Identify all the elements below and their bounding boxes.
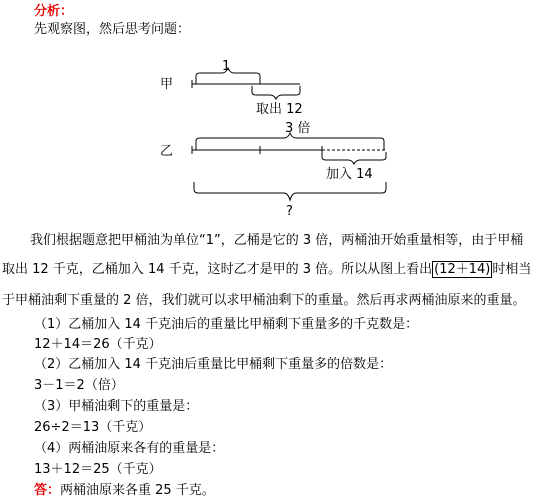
answer-label: 答： — [34, 483, 61, 498]
jia-label: 甲 — [160, 77, 174, 92]
step-1-text: （1）乙桶加入 14 千克油后的重量比甲桶剩下重量多的千克数是： — [34, 317, 419, 332]
analysis-heading: 分析： — [34, 4, 74, 19]
paragraph-line-1: 我们根据题意把甲桶油为单位“1”，乙桶是它的 3 倍，两桶油开始重量相等，由于甲桶 — [30, 233, 524, 248]
step-1-equation: 12＋14＝26（千克） — [34, 337, 162, 352]
step-2-equation: 3－1＝2（倍） — [34, 378, 124, 393]
answer-text: 两桶油原来各重 25 千克。 — [60, 483, 215, 498]
jia-take-out-label: 取出 12 — [256, 102, 303, 117]
step-4-equation: 13＋12＝25（千克） — [34, 462, 162, 477]
yi-label: 乙 — [160, 144, 174, 159]
step-3-equation: 26÷2＝13（千克） — [34, 420, 152, 435]
yi-add-brace — [322, 152, 386, 164]
yi-three-times-label: 3 倍 — [285, 121, 311, 136]
jia-take-out-brace — [252, 86, 300, 99]
total-bottom-brace — [194, 182, 386, 200]
paragraph-line-3: 于甲桶油剩下重量的 2 倍，我们就可以求甲桶油剩下的重量。然后再求两桶油原来的重量。 — [2, 293, 526, 308]
answer-line — [34, 483, 215, 499]
paragraph-line-2-end: 时相当 — [492, 262, 532, 277]
total-question-mark: ? — [286, 204, 293, 219]
step-2-text: （2）乙桶加入 14 千克油后重量比甲桶剩下重量多的倍数是： — [34, 357, 393, 372]
bracketed-expression: (12＋14) — [434, 262, 491, 277]
intro-text: 先观察图，然后思考问题： — [34, 22, 191, 37]
step-3-text: （3）甲桶油剩下的重量是： — [34, 399, 199, 414]
paragraph-line-2-start: 取出 12 千克，乙桶加入 14 千克，这时乙才是甲的 3 倍。所以从图上看出 — [2, 262, 433, 277]
yi-add-label: 加入 14 — [326, 167, 373, 182]
jia-unit-label: 1 — [222, 59, 231, 74]
paragraph-line-2 — [2, 262, 531, 278]
line-segment-diagram — [0, 0, 557, 230]
step-4-text: （4）两桶油原来各有的重量是： — [34, 441, 225, 456]
